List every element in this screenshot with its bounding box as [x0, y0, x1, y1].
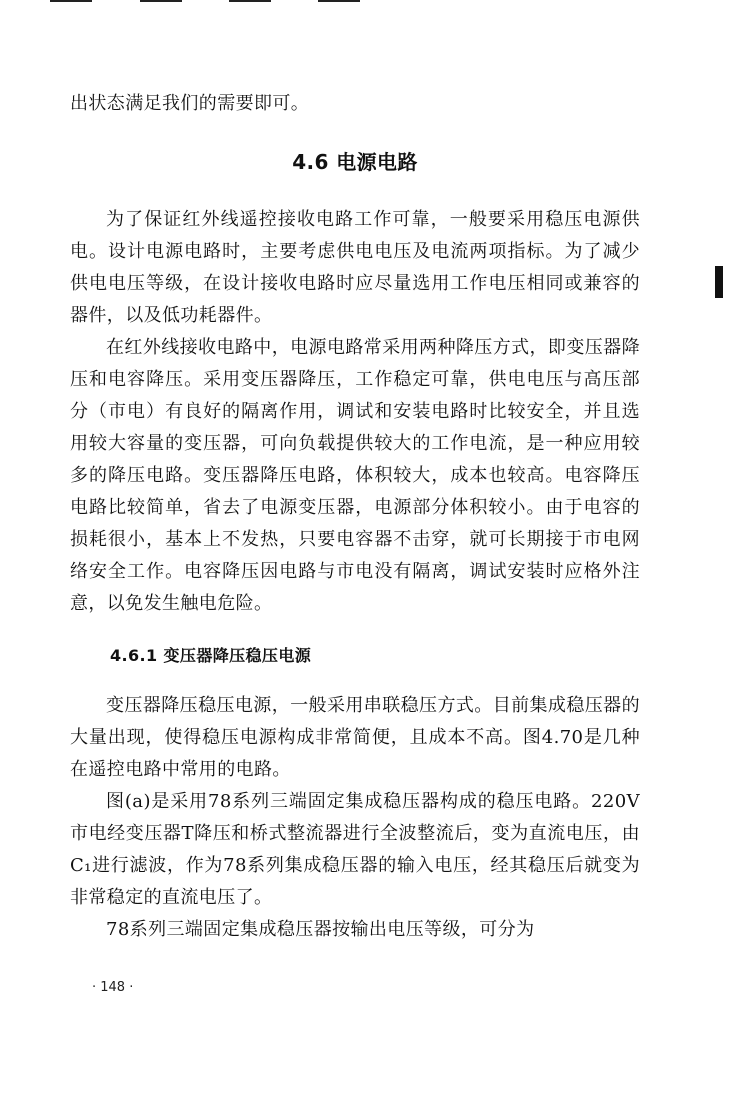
top-rule-3: [229, 0, 271, 2]
subsection-paragraph-2: 图(a)是采用78系列三端固定集成稳压器构成的稳压电路。220V市电经变压器T降压和桥式整流器进行全波整流后，变为直流电压，由C₁进行滤波，作为78系列集成稳压器的输入电压，经其稳压后就变为非常稳定的直流电压了。: [70, 791, 640, 908]
margin-mark: [715, 266, 723, 298]
page-content: [70, 88, 640, 946]
subsection-paragraph-3: 78系列三端固定集成稳压器按输出电压等级，可分为: [106, 919, 535, 940]
continuation-text: 出状态满足我们的需要即可。: [70, 93, 310, 114]
subsection-paragraph-1: 变压器降压稳压电源，一般采用串联稳压方式。目前集成稳压器的大量出现，使得稳压电源构成非常简便，且成本不高。图4.70是几种在遥控电路中常用的电路。: [70, 695, 640, 780]
section-paragraph-2: 在红外线接收电路中，电源电路常采用两种降压方式，即变压器降压和电容降压。采用变压器降压，工作稳定可靠，供电电压与高压部分（市电）有良好的隔离作用，调试和安装电路时比较安全，并且选用较大容量的变压器，可向负载提供较大的工作电流，是一种应用较多的降压电路。变压器降压电路，体积较大，成本也较高。电容降压电路比较简单，省去了电源变压器，电源部分体积较小。由于电容的损耗很小，基本上不发热，只要电容器不击穿，就可长期接于市电网络安全工作。电容降压因电路与市电没有隔离，调试安装时应格外注意，以免发生触电危险。: [70, 337, 640, 614]
top-rule-4: [318, 0, 360, 2]
top-rule-2: [140, 0, 182, 2]
top-rule-1: [50, 0, 92, 2]
section-title: 4.6 电源电路: [292, 150, 418, 174]
subsection-title: 4.6.1 变压器降压稳压电源: [110, 646, 312, 665]
page-number: · 148 ·: [92, 980, 134, 995]
section-paragraph-1: 为了保证红外线遥控接收电路工作可靠，一般要采用稳压电源供电。设计电源电路时，主要考虑供电电压及电流两项指标。为了减少供电电压等级，在设计接收电路时应尽量选用工作电压相同或兼容的器件，以及低功耗器件。: [70, 209, 640, 326]
